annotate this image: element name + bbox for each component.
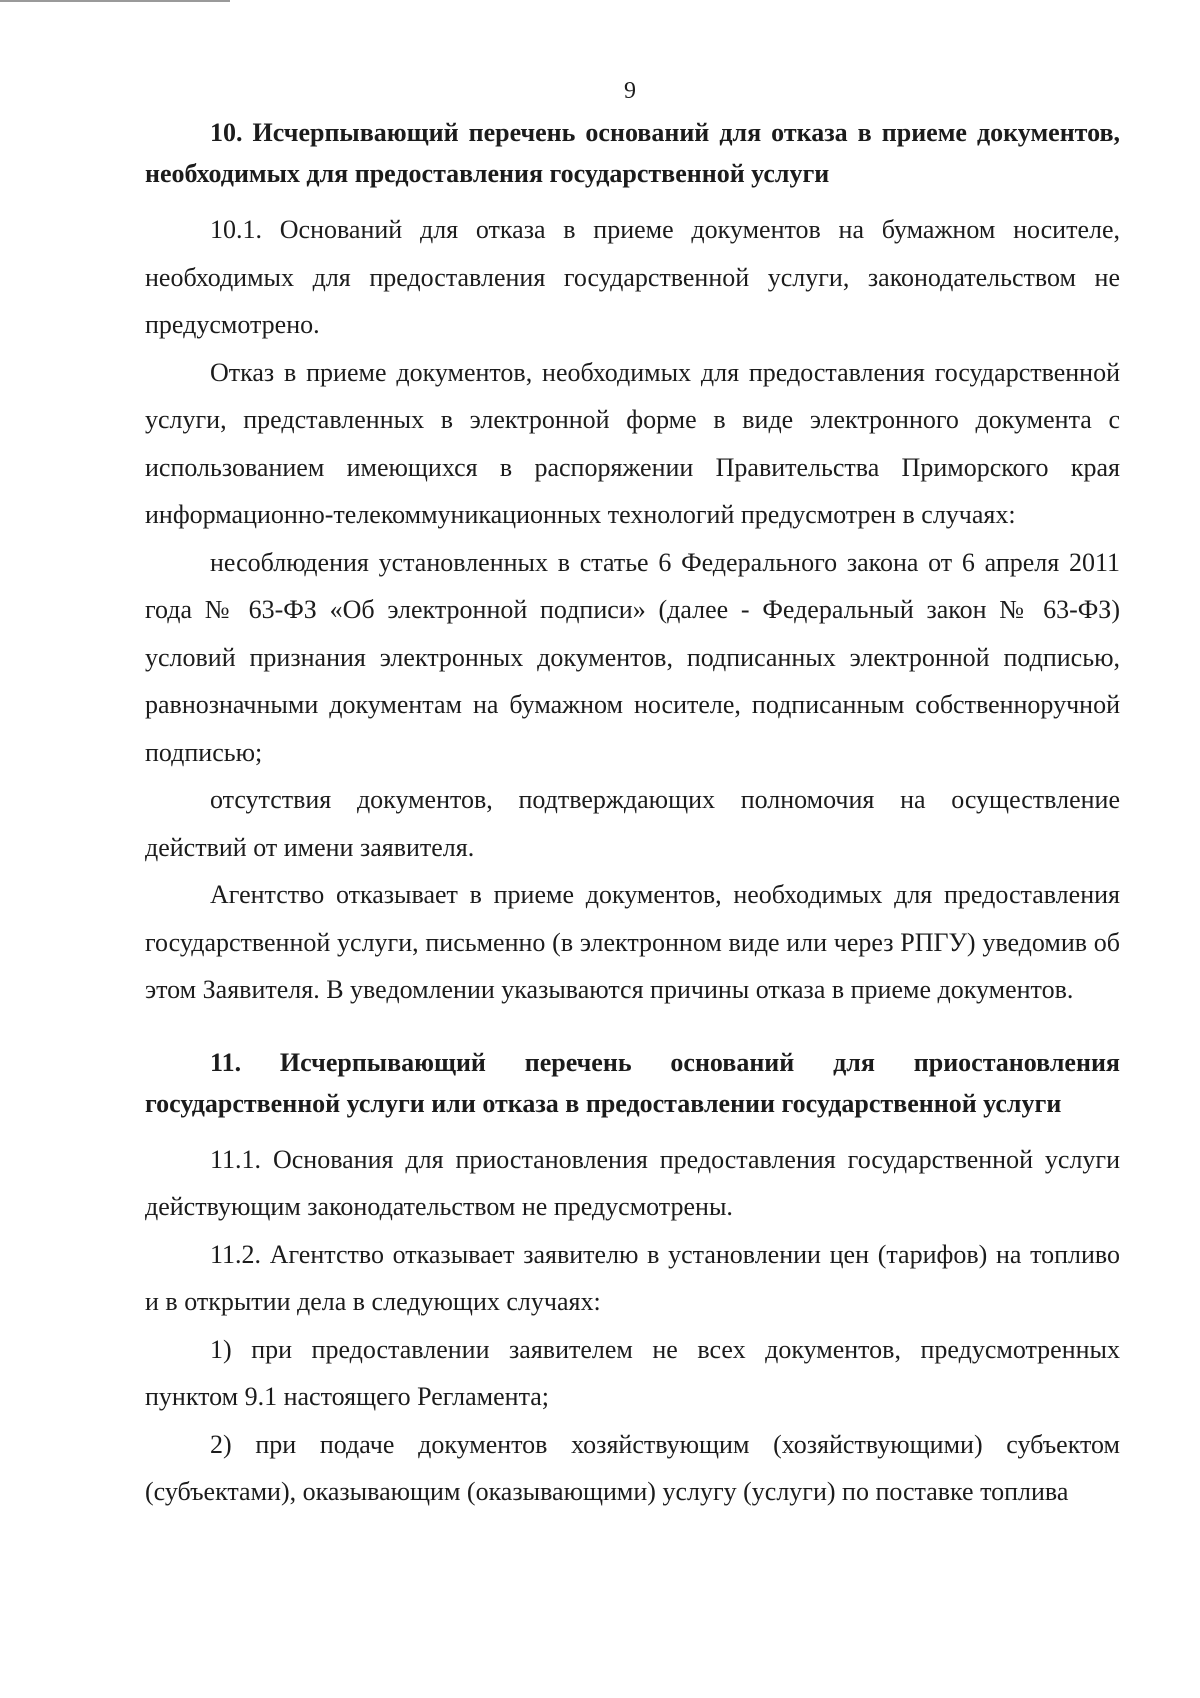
section-10-heading: 10. Исчерпывающий перечень оснований для отказа в приеме документов, необходимых для предоставления государственной услуги	[145, 118, 1120, 188]
paragraph: Агентство отказывает в приеме документов, необходимых для предоставления государственной услуги, письменно (в электронном виде или через РПГУ) уведомив об этом Заявителя. В уведомлении указываются причины отказа в приеме документов.	[145, 880, 1120, 1004]
paragraph: 11.2. Агентство отказывает заявителю в установлении цен (тарифов) на топливо и в открытии дела в следующих случаях:	[145, 1239, 1120, 1316]
section-11	[145, 1042, 1120, 1516]
paragraph: отсутствия документов, подтверждающих полномочия на осуществление действий от имени заявителя.	[145, 785, 1120, 862]
paragraph: 10.1. Оснований для отказа в приеме документов на бумажном носителе, необходимых для предоставления государственной услуги, законодательством не предусмотрено.	[145, 215, 1120, 339]
paragraph: несоблюдения установленных в статье 6 Федерального закона от 6 апреля 2011 года № 63-ФЗ «Об электронной подписи» (далее - Федеральный закон № 63-ФЗ) условий признания электронных документов, подписанных электронной подписью, равнозначными документам на бумажном носителе, подписанным собственноручной подписью;	[145, 547, 1120, 767]
page-number: 9	[624, 78, 636, 104]
paragraph: Отказ в приеме документов, необходимых для предоставления государственной услуги, представленных в электронной форме в виде электронного документа с использованием имеющихся в распоряжении Правительства Приморского края информационно-телекоммуникационных технологий предусмотрен в случаях:	[145, 357, 1120, 529]
section-11-heading: 11. Исчерпывающий перечень оснований для приостановления государственной услуги или отказа в предоставлении государственной услуги	[145, 1047, 1120, 1118]
paragraph: 11.1. Основания для приостановления предоставления государственной услуги действующим законодательством не предусмотрены.	[145, 1144, 1120, 1221]
page-content	[145, 112, 1120, 1516]
paragraph: 1) при предоставлении заявителем не всех документов, предусмотренных пунктом 9.1 настоящего Регламента;	[145, 1334, 1120, 1411]
scan-edge-line	[0, 0, 230, 2]
paragraph: 2) при подаче документов хозяйствующим (хозяйствующими) субъектом (субъектами), оказывающим (оказывающими) услугу (услуги) по поставке топлива	[145, 1429, 1120, 1506]
section-10	[145, 112, 1120, 1014]
